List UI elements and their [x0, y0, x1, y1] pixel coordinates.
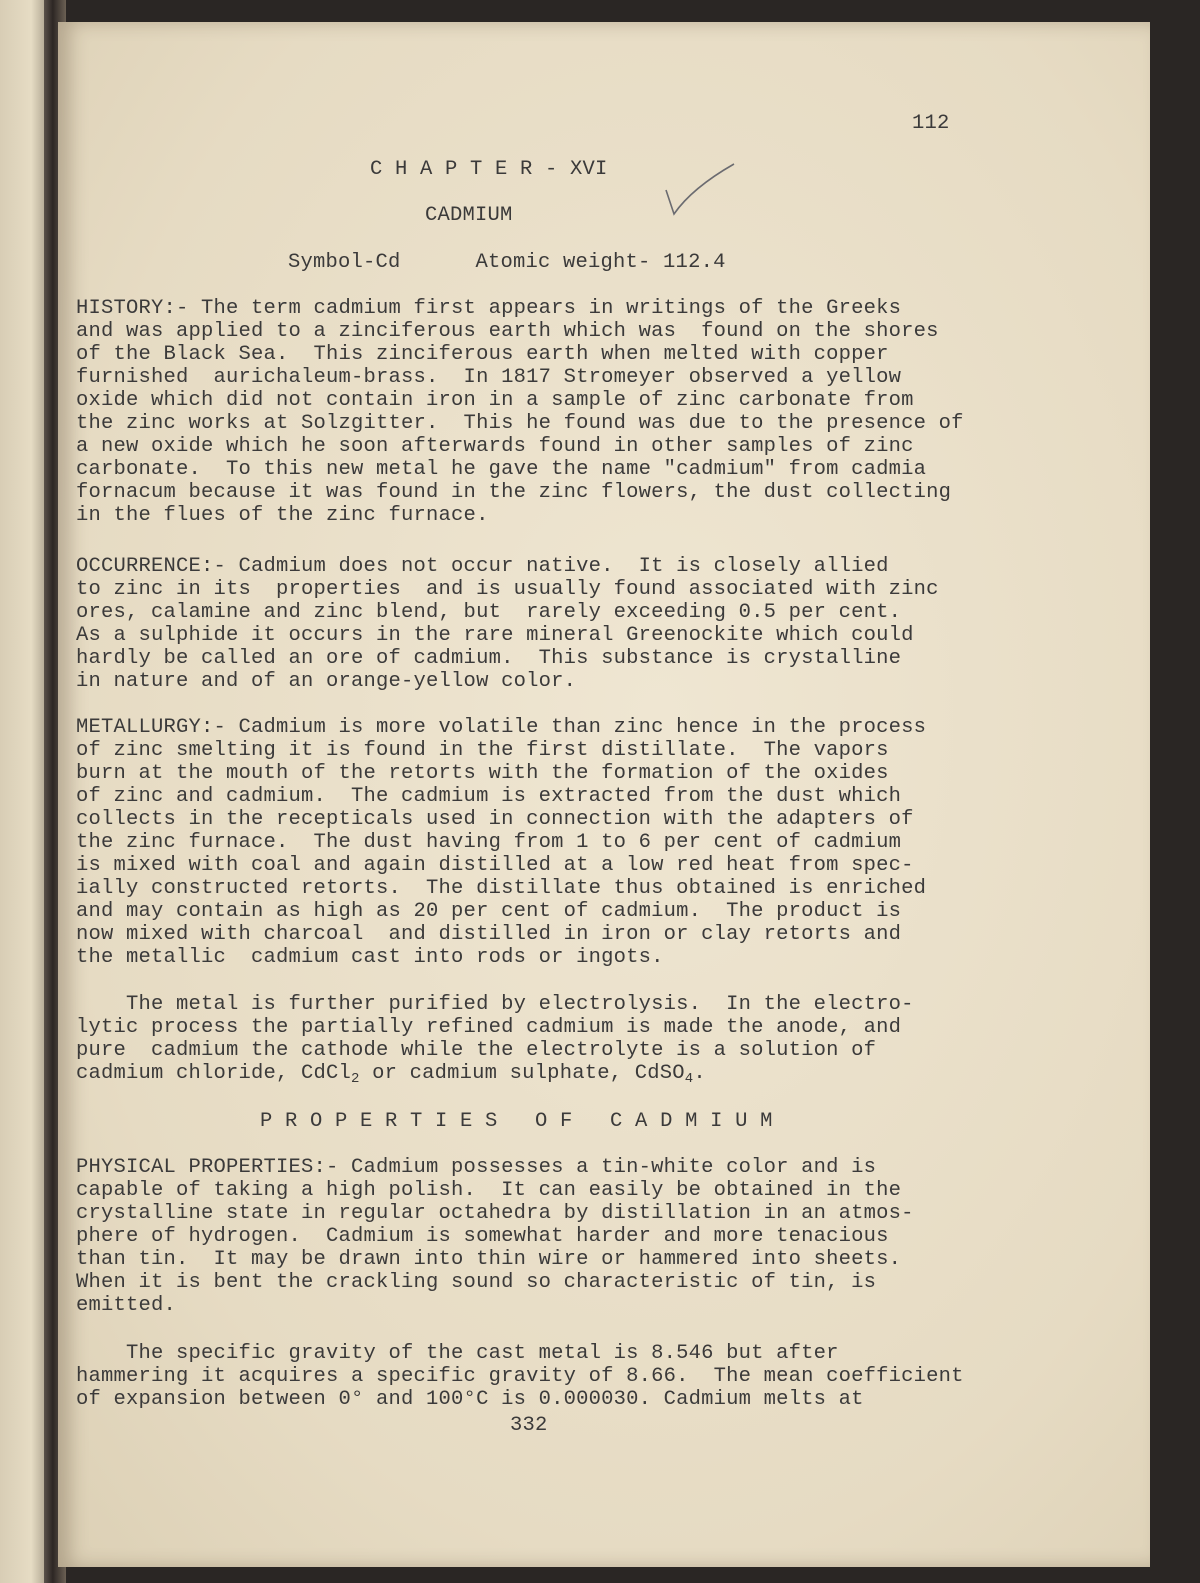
footer-page-number: 332 — [510, 1414, 548, 1437]
text-line: OCCURRENCE:- Cadmium does not occur native. It is closely allied — [76, 555, 889, 578]
text-line: The specific gravity of the cast metal is 8.546 but after — [76, 1342, 839, 1365]
text-line: As a sulphide it occurs in the rare mineral Greenockite which could — [76, 624, 914, 647]
page-number: 112 — [912, 112, 950, 135]
text-line: of expansion between 0° and 100°C is 0.000030. Cadmium melts at — [76, 1388, 864, 1411]
text-line — [76, 1062, 706, 1091]
text-line: and was applied to a zinciferous earth which was found on the shores — [76, 320, 939, 343]
text-line: than tin. It may be drawn into thin wire or hammered into sheets. — [76, 1248, 902, 1271]
text-line: collects in the recepticals used in connection with the adapters of — [76, 808, 914, 831]
text-line: to zinc in its properties and is usually found associated with zinc — [76, 578, 939, 601]
text-line: of the Black Sea. This zinciferous earth when melted with copper — [76, 343, 889, 366]
text-line: METALLURGY:- Cadmium is more volatile than zinc hence in the process — [76, 716, 927, 739]
text-line: capable of taking a high polish. It can easily be obtained in the — [76, 1179, 902, 1202]
text-line: burn at the mouth of the retorts with the formation of the oxides — [76, 762, 889, 785]
text-line: HISTORY:- The term cadmium first appears in writings of the Greeks — [76, 297, 902, 320]
subscript: 4 — [684, 1071, 694, 1087]
text-fragment: cadmium chloride, CdCl — [76, 1062, 352, 1085]
text-line: The metal is further purified by electrolysis. In the electro- — [76, 993, 914, 1016]
text-line: the zinc works at Solzgitter. This he found was due to the presence of — [76, 412, 964, 435]
chapter-title: C H A P T E R - XVI — [370, 158, 608, 181]
text-line: is mixed with coal and again distilled at a low red heat from spec- — [76, 854, 914, 877]
element-title: CADMIUM — [425, 204, 513, 227]
text-line: of zinc smelting it is found in the first distillate. The vapors — [76, 739, 889, 762]
text-line: emitted. — [76, 1294, 177, 1317]
text-line: PHYSICAL PROPERTIES:- Cadmium possesses a tin-white color and is — [76, 1156, 877, 1179]
subscript: 2 — [351, 1071, 360, 1087]
text-line: When it is bent the crackling sound so characteristic of tin, is — [76, 1271, 877, 1294]
text-line: ores, calamine and zinc blend, but rarely exceeding 0.5 per cent. — [76, 601, 902, 624]
text-line: fornacum because it was found in the zinc flowers, the dust collecting — [76, 481, 952, 504]
text-line: hardly be called an ore of cadmium. This substance is crystalline — [76, 647, 902, 670]
text-line: carbonate. To this new metal he gave the name "cadmium" from cadmia — [76, 458, 927, 481]
text-line: hammering it acquires a specific gravity of 8.66. The mean coefficient — [76, 1365, 964, 1388]
text-line: ially constructed retorts. The distillate thus obtained is enriched — [76, 877, 927, 900]
text-line: of zinc and cadmium. The cadmium is extracted from the dust which — [76, 785, 902, 808]
text-line: crystalline state in regular octahedra by distillation in an atmos- — [76, 1202, 914, 1225]
text-line: in the flues of the zinc furnace. — [76, 504, 489, 527]
pencil-checkmark-icon — [662, 160, 742, 230]
text-line: furnished aurichaleum-brass. In 1817 Stromeyer observed a yellow — [76, 366, 902, 389]
text-line: a new oxide which he soon afterwards found in other samples of zinc — [76, 435, 914, 458]
text-line: lytic process the partially refined cadmium is made the anode, and — [76, 1016, 902, 1039]
text-line: now mixed with charcoal and distilled in iron or clay retorts and — [76, 923, 902, 946]
text-line: and may contain as high as 20 per cent of cadmium. The product is — [76, 900, 902, 923]
properties-heading: P R O P E R T I E S O F C A D M I U M — [260, 1110, 773, 1133]
text-fragment: or cadmium sulphate, CdSO — [359, 1062, 685, 1085]
symbol-line: Symbol-Cd Atomic weight- 112.4 — [288, 251, 726, 274]
text-line: pure cadmium the cathode while the electrolyte is a solution of — [76, 1039, 877, 1062]
text-fragment: . — [693, 1062, 706, 1085]
text-line: the zinc furnace. The dust having from 1 to 6 per cent of cadmium — [76, 831, 902, 854]
text-line: phere of hydrogen. Cadmium is somewhat harder and more tenacious — [76, 1225, 889, 1248]
text-line: in nature and of an orange-yellow color. — [76, 670, 577, 693]
text-line: oxide which did not contain iron in a sample of zinc carbonate from — [76, 389, 914, 412]
text-line: the metallic cadmium cast into rods or ingots. — [76, 946, 664, 969]
